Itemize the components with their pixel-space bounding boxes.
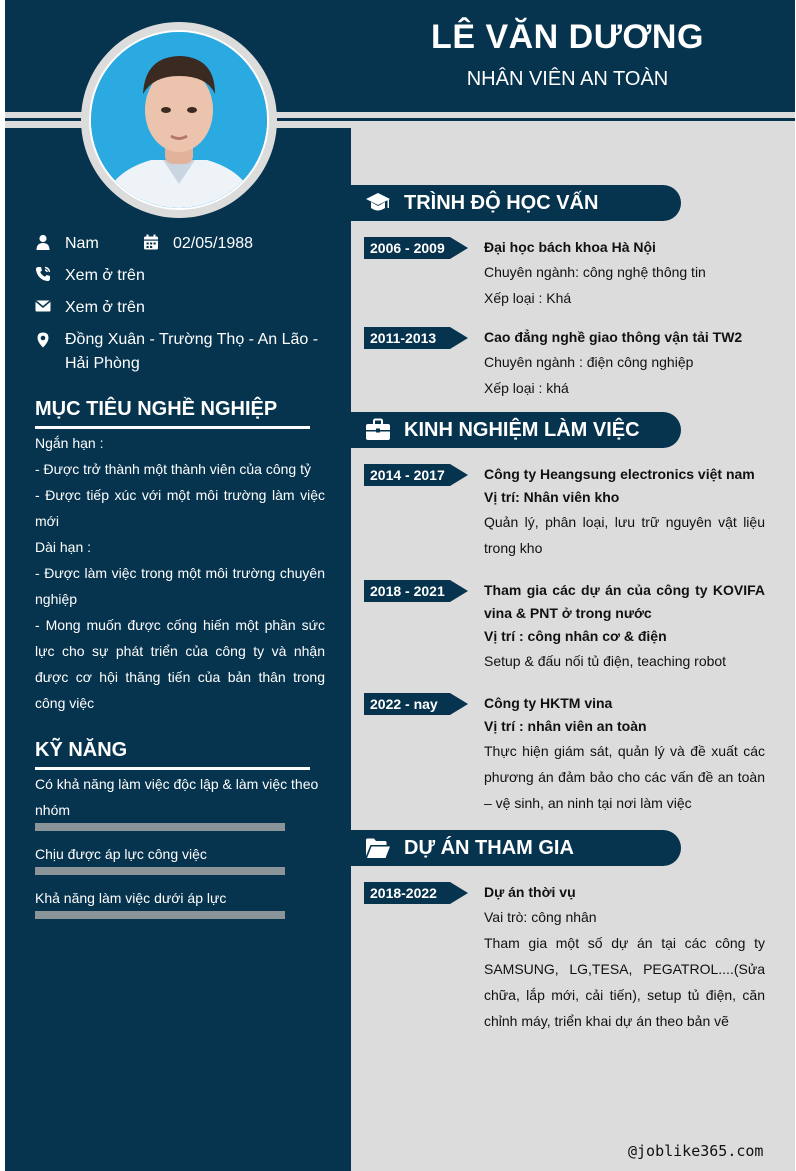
skills-title: KỸ NĂNG <box>35 739 128 761</box>
phone-icon <box>35 266 51 282</box>
education-header <box>351 185 681 221</box>
job-position: Vị trí : công nhân cơ & điện <box>484 628 667 644</box>
skill-label: Chịu được áp lực công việc <box>35 846 207 862</box>
project-role: Vai trò: công nhân <box>484 909 597 925</box>
objective-text <box>35 430 325 716</box>
objective-short-label: Ngắn hạn : <box>35 435 104 451</box>
project-description: Tham gia một số dự án tại các công ty SAMSUNG, LG,TESA, PEGATROL....(Sửa chữa, lắp mới, cải tiến), setup tủ điện, căn chỉnh máy, triển khai dự án theo bản vẽ <box>484 935 765 1029</box>
company-name: Công ty HKTM vina <box>484 695 613 711</box>
briefcase-icon <box>365 418 391 442</box>
birthday-value: 02/05/1988 <box>173 235 254 252</box>
experience-entry <box>484 692 765 816</box>
skill-bar <box>35 823 285 831</box>
objective-rule <box>35 426 310 429</box>
period-tag <box>364 327 468 349</box>
address-line-2: Hải Phòng <box>65 355 140 372</box>
map-pin-icon <box>35 332 51 348</box>
candidate-name: LÊ VĂN DƯƠNG <box>431 18 704 56</box>
major: Chuyên ngành: công nghệ thông tin <box>484 264 706 280</box>
projects-title: DỰ ÁN THAM GIA <box>404 837 574 859</box>
period-text: 2011-2013 <box>370 330 437 346</box>
period-tag <box>364 693 468 715</box>
candidate-title: NHÂN VIÊN AN TOÀN <box>466 68 669 90</box>
period-text: 2022 - nay <box>370 696 438 712</box>
envelope-icon <box>35 298 51 314</box>
period-tag <box>364 464 468 486</box>
objective-short-1: - Được trở thành một thành viên của công tỷ <box>35 461 311 477</box>
cv-page <box>5 0 795 1171</box>
phone-value: Xem ở trên <box>65 267 145 284</box>
major: Chuyên ngành : điện công nghiệp <box>484 354 694 370</box>
portrait-photo <box>91 32 267 208</box>
email-value: Xem ở trên <box>65 299 145 316</box>
education-entry <box>484 326 765 401</box>
address-line-1: Đồng Xuân - Trường Thọ - An Lão - <box>65 331 319 348</box>
graduation-cap-icon <box>365 191 391 215</box>
period-text: 2014 - 2017 <box>370 467 445 483</box>
objective-long-1: - Được làm việc trong một môi trường chuyên nghiệp <box>35 565 325 607</box>
experience-header <box>351 412 681 448</box>
experience-title: KINH NGHIỆM LÀM VIỆC <box>404 419 640 441</box>
skill-bar <box>35 867 285 875</box>
school-name: Cao đẳng nghề giao thông vận tải TW2 <box>484 329 743 345</box>
calendar-icon <box>143 234 159 250</box>
period-text: 2018 - 2021 <box>370 583 445 599</box>
education-entry <box>484 236 765 311</box>
experience-entry <box>484 463 765 561</box>
projects-header <box>351 830 681 866</box>
objective-long-2: - Mong muốn được cống hiến một phần sức lực cho sự phát triển của công ty và nhận được cơ hội thăng tiến của bản thân trong công việc <box>35 617 325 711</box>
job-position: Vị trí : nhân viên an toàn <box>484 718 647 734</box>
objective-short-2: - Được tiếp xúc với một môi trường làm việc mới <box>35 487 325 529</box>
skill-label: Khả năng làm việc dưới áp lực <box>35 890 227 906</box>
company-name: Công ty Heangsung electronics việt nam <box>484 466 755 482</box>
project-name: Dự án thời vụ <box>484 884 576 900</box>
job-description: Setup & đấu nối tủ điện, teaching robot <box>484 653 727 669</box>
user-icon <box>35 234 51 250</box>
skill-bar <box>35 911 285 919</box>
period-tag <box>364 580 468 602</box>
school-name: Đại học bách khoa Hà Nội <box>484 239 656 255</box>
grade: Xếp loại : Khá <box>484 290 572 306</box>
education-title: TRÌNH ĐỘ HỌC VẤN <box>404 192 599 214</box>
job-position: Vị trí: Nhân viên kho <box>484 489 620 505</box>
period-text: 2006 - 2009 <box>370 240 445 256</box>
company-name: Tham gia các dự án của công ty KOVIFA vina & PNT ở trong nước <box>484 582 765 621</box>
objective-title: MỤC TIÊU NGHỀ NGHIỆP <box>35 398 278 420</box>
footer-watermark: @joblike365.com <box>628 1142 764 1160</box>
period-tag <box>364 882 468 904</box>
objective-long-label: Dài hạn : <box>35 539 92 555</box>
skills-rule <box>35 767 310 770</box>
experience-entry <box>484 579 765 674</box>
skill-label: Có khả năng làm việc độc lập & làm việc theo nhóm <box>35 776 319 818</box>
grade: Xếp loại : khá <box>484 380 569 396</box>
avatar <box>89 30 269 210</box>
job-description: Quản lý, phân loại, lưu trữ nguyên vật liệu trong kho <box>484 514 765 556</box>
gender-value: Nam <box>65 235 99 252</box>
project-entry <box>484 881 765 1034</box>
job-description: Thực hiện giám sát, quản lý và đề xuất các phương án đảm bảo cho các vấn đề an toàn – vệ sinh, an ninh tại nơi làm việc <box>484 743 765 811</box>
period-text: 2018-2022 <box>370 885 437 901</box>
period-tag <box>364 237 468 259</box>
folder-open-icon <box>365 836 391 860</box>
